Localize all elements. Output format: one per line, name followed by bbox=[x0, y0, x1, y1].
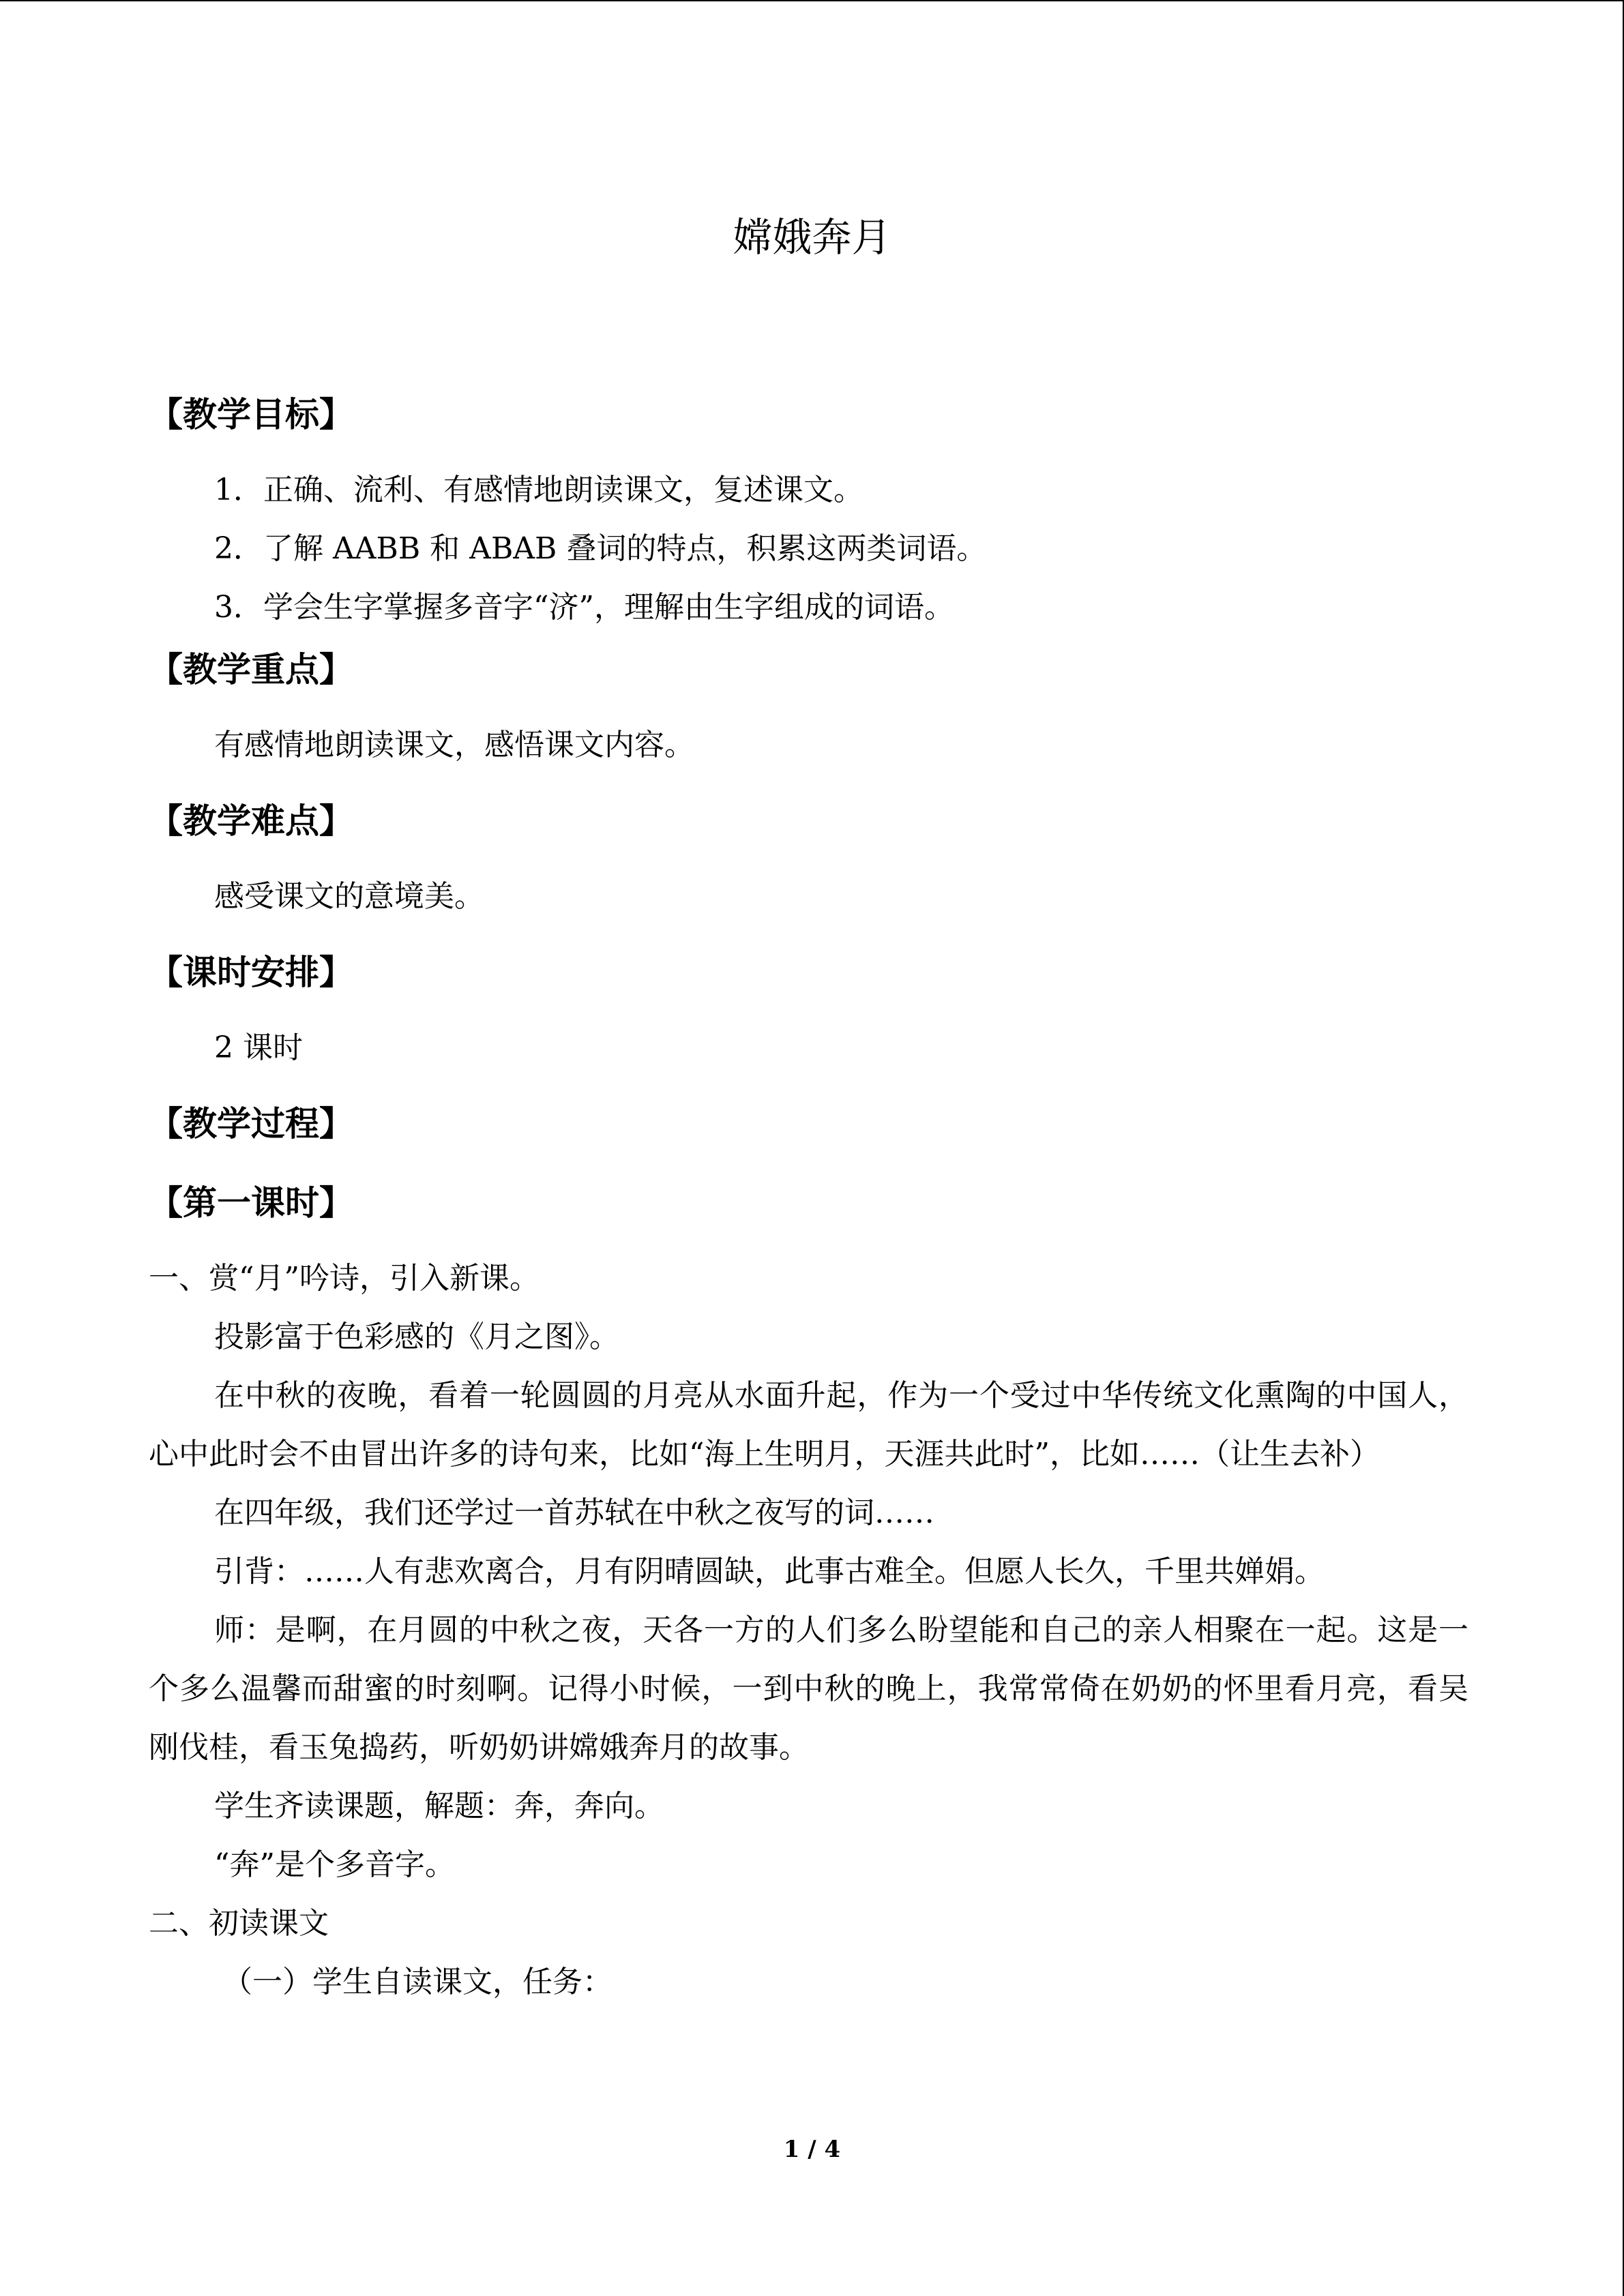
page-number: 1 / 4 bbox=[783, 2136, 841, 2163]
step-1-line-1: 投影富于色彩感的《月之图》。 bbox=[214, 1320, 619, 1354]
heading-difficulties: 【教学难点】 bbox=[149, 801, 353, 841]
heading-lesson-1: 【第一课时】 bbox=[149, 1183, 353, 1223]
goal-item-2: 2．了解 AABB 和 ABAB 叠词的特点，积累这两类词语。 bbox=[214, 531, 987, 566]
step-1-title: 一、赏“月”吟诗，引入新课。 bbox=[149, 1261, 540, 1296]
step-1-line-2: 在四年级，我们还学过一首苏轼在中秋之夜写的词…… bbox=[214, 1495, 934, 1530]
step-1-paragraph-1: 在中秋的夜晚，看着一轮圆圆的月亮从水面升起，作为一个受过中华传统文化熏陶的中国人，心中此时会不由冒出许多的诗句来，比如“海上生明月，天涯共此时”，比如……（让生去补） bbox=[149, 1378, 1468, 1472]
difficulties-text: 感受课文的意境美。 bbox=[214, 879, 484, 914]
document-page bbox=[149, 0, 1475, 2296]
heading-key-points: 【教学重点】 bbox=[149, 650, 353, 689]
goal-item-3: 3．学会生字掌握多音字“济”，理解由生字组成的词语。 bbox=[214, 590, 954, 625]
goal-item-1: 1．正确、流利、有感情地朗读课文，复述课文。 bbox=[214, 473, 863, 507]
document-body bbox=[149, 382, 1475, 2012]
step-2-title: 二、初读课文 bbox=[149, 1906, 329, 1941]
step-1-line-4: 学生齐读课题，解题：奔，奔向。 bbox=[214, 1789, 664, 1823]
document-title: 嫦娥奔月 bbox=[733, 214, 891, 260]
key-points-text: 有感情地朗读课文，感悟课文内容。 bbox=[214, 728, 694, 762]
schedule-text: 2 课时 bbox=[214, 1030, 303, 1065]
step-1-line-5: “奔”是个多音字。 bbox=[214, 1847, 455, 1882]
heading-process: 【教学过程】 bbox=[149, 1104, 353, 1144]
heading-teaching-goals: 【教学目标】 bbox=[149, 395, 353, 434]
step-1-line-3: 引背：……人有悲欢离合，月有阴晴圆缺，此事古难全。但愿人长久，千里共婵娟。 bbox=[214, 1554, 1325, 1589]
heading-schedule: 【课时安排】 bbox=[149, 953, 353, 992]
step-1-paragraph-2: 师：是啊，在月圆的中秋之夜，天各一方的人们多么盼望能和自己的亲人相聚在一起。这是一个多么温馨而甜蜜的时刻啊。记得小时候，一到中秋的晚上，我常常倚在奶奶的怀里看月亮，看吴刚伐桂，看玉兔捣药，听奶奶讲嫦娥奔月的故事。 bbox=[149, 1613, 1468, 1765]
step-2-sub-1: （一）学生自读课文，任务： bbox=[222, 1965, 612, 1999]
